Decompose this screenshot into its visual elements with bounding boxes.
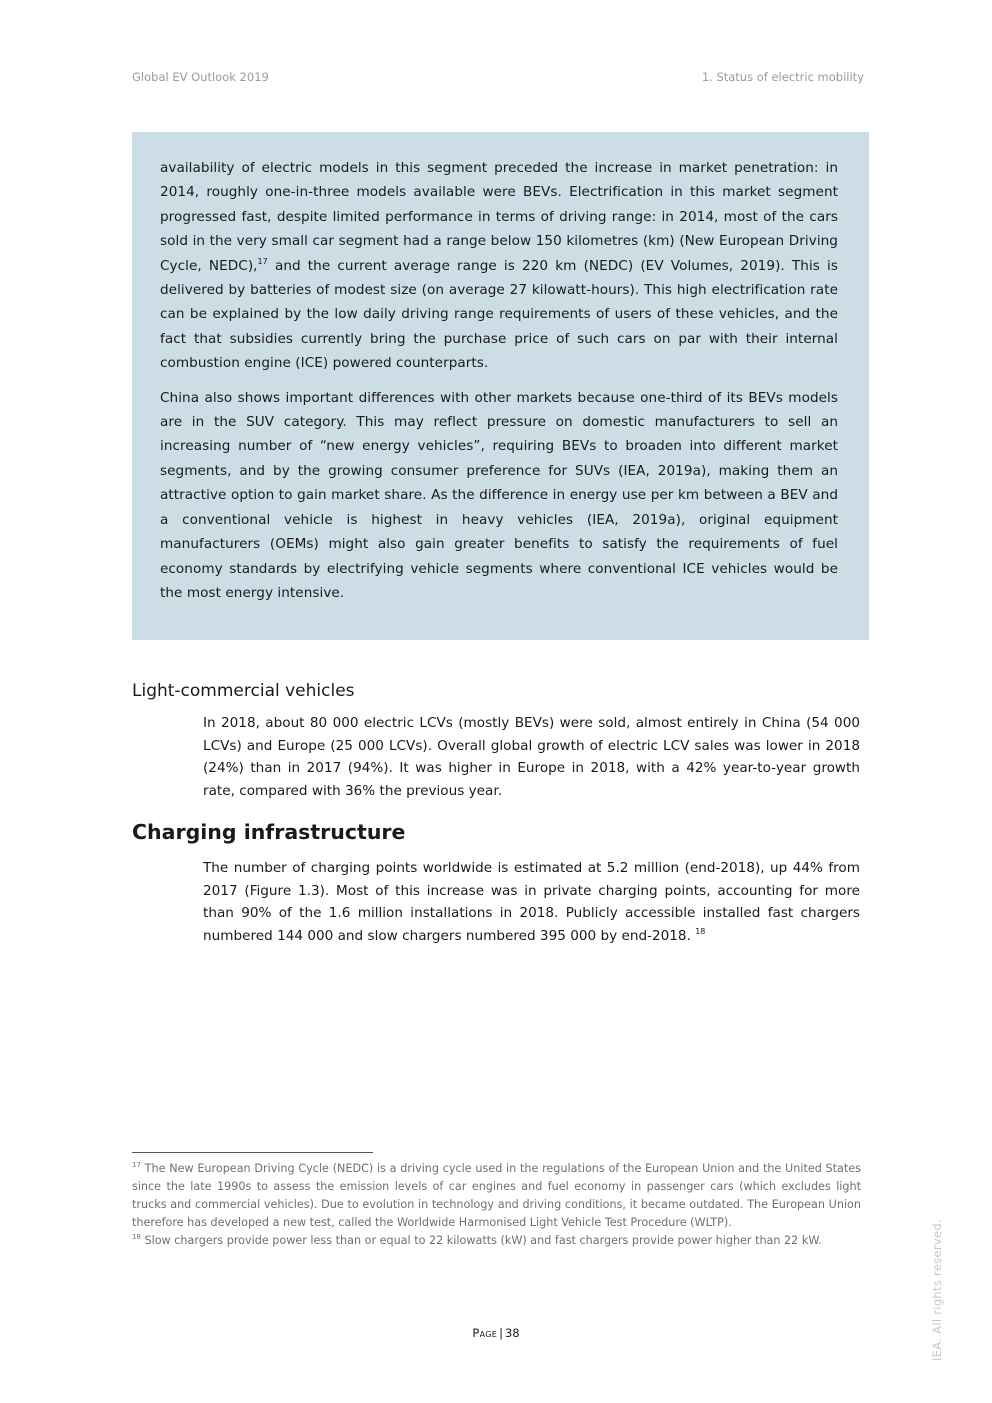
running-header-chapter: 1. Status of electric mobility [701, 70, 864, 84]
section-heading-lcv: Light-commercial vehicles [132, 681, 355, 701]
box-paragraph-1: availability of electric models in this segment preceded the increase in market penetration: in 2014, roughly one-in-three models available were BEVs. Electrification in this market segment progressed fast, despite limited performance in terms of driving range: in 2014, most of the cars sold in the very small car segment had a range below 150 kilometres (km) (New European Driving Cycle, NEDC),$^{17}$ and the current average range is 220 km (NEDC) (EV Volumes, 2019). This is delivered by batteries of modest size (on average 27 kilowatt-hours). This high electrification rate can be explained by the low daily driving range requirements of users of these vehicles, and the fact that subsidies currently bring the purchase price of such cars on par with their internal combustion engine (ICE) powered counterparts. [160, 160, 838, 372]
section-heading-charging: Charging infrastructure [132, 820, 406, 844]
footnote-ref-17[interactable]: 17 [257, 256, 268, 266]
charging-paragraph: The number of charging points worldwide is estimated at 5.2 million (end-2018), up 44% from 2017 (Figure 1.3). Most of this increase was in private charging points, accounting for more than 90% of the 1.6 million installations in 2018. Publicly accessible installed fast chargers numbered 144 000 and slow chargers numbered 395 000 by end-2018. $^{18}$ [203, 860, 860, 944]
running-header-title: Global EV Outlook 2019 [132, 70, 269, 84]
footnote-18: $^{18}$ Slow chargers provide power less than or equal to 22 kilowatts (kW) and fast chargers provide power higher than 22 kW. [132, 1233, 822, 1247]
rights-watermark: IEA. All rights reserved. [930, 1219, 944, 1361]
box-paragraph-2: China also shows important differences with other markets because one-third of its BEVs models are in the SUV category. This may reflect pressure on domestic manufacturers to sell an increasing number of “new energy vehicles”, requiring BEVs to broaden into different market segments, and by the growing consumer preference for SUVs (IEA, 2019a), making them an attractive option to gain market share. As the difference in energy use per km between a BEV and a conventional vehicle is highest in heavy vehicles (IEA, 2019a), original equipment manufacturers (OEMs) might also gain greater benefits to satisfy the requirements of fuel economy standards by electrifying vehicle segments where conventional ICE vehicles would be the most energy intensive. [160, 389, 838, 601]
lcv-paragraph: In 2018, about 80 000 electric LCVs (mostly BEVs) were sold, almost entirely in China (54 000 LCVs) and Europe (25 000 LCVs). Overall global growth of electric LCV sales was lower in 2018 (24%) than in 2017 (94%). It was higher in Europe in 2018, with a 42% year-to-year growth rate, compared with 36% the previous year. [203, 715, 860, 799]
footnote-17: $^{17}$ The New European Driving Cycle (NEDC) is a driving cycle used in the regulations of the European Union and the United States since the late 1990s to assess the emission levels of car engines and fuel economy in passenger cars (which excludes light trucks and commercial vehicles). Due to evolution in technology and driving conditions, it became outdated. The European Union therefore has developed a new test, called the Worldwide Harmonised Light Vehicle Test Procedure (WLTP). [132, 1161, 861, 1229]
footnote-divider [132, 1152, 373, 1153]
page-number: Page | 38 [472, 1326, 520, 1340]
footnote-ref-18[interactable]: 18 [695, 926, 706, 936]
highlight-box [132, 132, 869, 640]
